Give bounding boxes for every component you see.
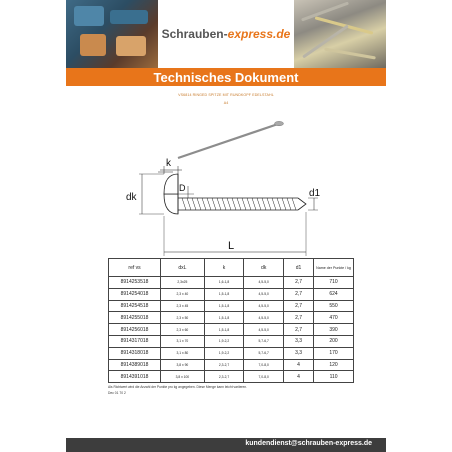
- table-cell: 2,7: [284, 277, 314, 289]
- table-cell: 8914256018: [109, 324, 161, 336]
- table-cell: 2,7: [284, 300, 314, 312]
- table-row: [109, 277, 354, 289]
- label-D: D: [179, 183, 186, 193]
- table-cell: 2,3-2,7: [204, 371, 244, 383]
- table-cell: 390: [314, 324, 354, 336]
- table-cell: 8914254018: [109, 288, 161, 300]
- table-cell: 3,8 x 100: [161, 371, 205, 383]
- table-cell: 200: [314, 335, 354, 347]
- table-cell: 2,7: [284, 324, 314, 336]
- label-L: L: [228, 240, 235, 252]
- table-row: [109, 288, 354, 300]
- table-note: Als Richtwert wird die Anzahl der Punkte pro kg angegeben. Diese Menge kann leicht variieren.: [108, 385, 248, 389]
- table-cell: 1,5-1,8: [204, 312, 244, 324]
- label-dk: dk: [126, 192, 137, 203]
- table-row: [109, 324, 354, 336]
- col-header-dxl: dxL: [161, 259, 205, 277]
- table-cell: 2,3 x 45: [161, 300, 205, 312]
- label-k: k: [166, 158, 171, 169]
- table-row: [109, 335, 354, 347]
- header-photo-screws: [294, 0, 386, 68]
- table-cell: 1,9-2,2: [204, 347, 244, 359]
- table-row: [109, 312, 354, 324]
- table-cell: 1,5-1,8: [204, 300, 244, 312]
- header-banner: [66, 0, 386, 68]
- table-cell: 2,7: [284, 312, 314, 324]
- technical-drawing: [66, 108, 386, 258]
- table-cell: 1,9-2,2: [204, 335, 244, 347]
- table-cell: 4,5-5,0: [244, 312, 284, 324]
- product-material: A4: [223, 101, 229, 105]
- table-cell: 8914254518: [109, 300, 161, 312]
- col-header-k: k: [204, 259, 244, 277]
- table-cell: 4,5-5,0: [244, 277, 284, 289]
- table-cell: 1,5-1,8: [204, 288, 244, 300]
- table-row: [109, 359, 354, 371]
- table-cell: 3,1 x 80: [161, 347, 205, 359]
- table-cell: 3,8 x 90: [161, 359, 205, 371]
- table-cell: 624: [314, 288, 354, 300]
- table-cell: 2,3-2,7: [204, 359, 244, 371]
- col-header-dk: dk: [244, 259, 284, 277]
- spec-table: [108, 258, 354, 383]
- table-cell: 110: [314, 371, 354, 383]
- table-cell: 3,1 x 70: [161, 335, 205, 347]
- table-cell: 7,0-8,0: [244, 371, 284, 383]
- table-cell: 120: [314, 359, 354, 371]
- table-cell: 3,3: [284, 335, 314, 347]
- table-header-row: [109, 259, 354, 277]
- table-row: [109, 347, 354, 359]
- table-cell: 2,3 x 60: [161, 324, 205, 336]
- table-cell: 8914391018: [109, 371, 161, 383]
- footer-bar: [66, 438, 386, 452]
- table-row: [109, 300, 354, 312]
- table-cell: 4,5-5,0: [244, 300, 284, 312]
- table-cell: 8914255018: [109, 312, 161, 324]
- table-cell: 5,7-6,7: [244, 335, 284, 347]
- table-cell: 5,7-6,7: [244, 347, 284, 359]
- table-cell: 7,0-8,0: [244, 359, 284, 371]
- table-cell: 8914253518: [109, 277, 161, 289]
- table-cell: 2,3x25: [161, 277, 205, 289]
- table-cell: 8914318018: [109, 347, 161, 359]
- table-cell: 550: [314, 300, 354, 312]
- footer-email[interactable]: kundendienst@schrauben-express.de: [245, 440, 372, 447]
- document-code: Dec 01 70 2: [108, 391, 126, 395]
- label-d1: d1: [309, 188, 321, 199]
- document-title-bar: [66, 68, 386, 86]
- col-header-ref: ref vs: [109, 259, 161, 277]
- document-page: [66, 0, 386, 452]
- table-cell: 1,5-1,8: [204, 324, 244, 336]
- table-cell: 710: [314, 277, 354, 289]
- document-title: Technisches Dokument: [153, 69, 299, 85]
- product-subtitle: VS6814 RINGED SPITZE MIT RUNDKOPF EDELSTAHL: [178, 93, 274, 97]
- brand-logo: Schrauben-express.de: [158, 0, 294, 68]
- table-cell: 2,3 x 40: [161, 288, 205, 300]
- nail-photo: [178, 121, 284, 158]
- table-cell: 4,5-5,0: [244, 288, 284, 300]
- header-photo-tools: [66, 0, 158, 68]
- table-cell: 4: [284, 371, 314, 383]
- table-cell: 2,7: [284, 288, 314, 300]
- col-header-pieces-per-kg: Name der Punkte / kg: [314, 259, 354, 277]
- table-cell: 1,6-1,8: [204, 277, 244, 289]
- table-cell: 2,3 x 50: [161, 312, 205, 324]
- table-cell: 470: [314, 312, 354, 324]
- table-cell: 170: [314, 347, 354, 359]
- table-cell: 4: [284, 359, 314, 371]
- table-cell: 4,5-5,0: [244, 324, 284, 336]
- table-cell: 8914389018: [109, 359, 161, 371]
- col-header-d1: d1: [284, 259, 314, 277]
- table-row: [109, 371, 354, 383]
- table-cell: 3,3: [284, 347, 314, 359]
- table-cell: 8914317018: [109, 335, 161, 347]
